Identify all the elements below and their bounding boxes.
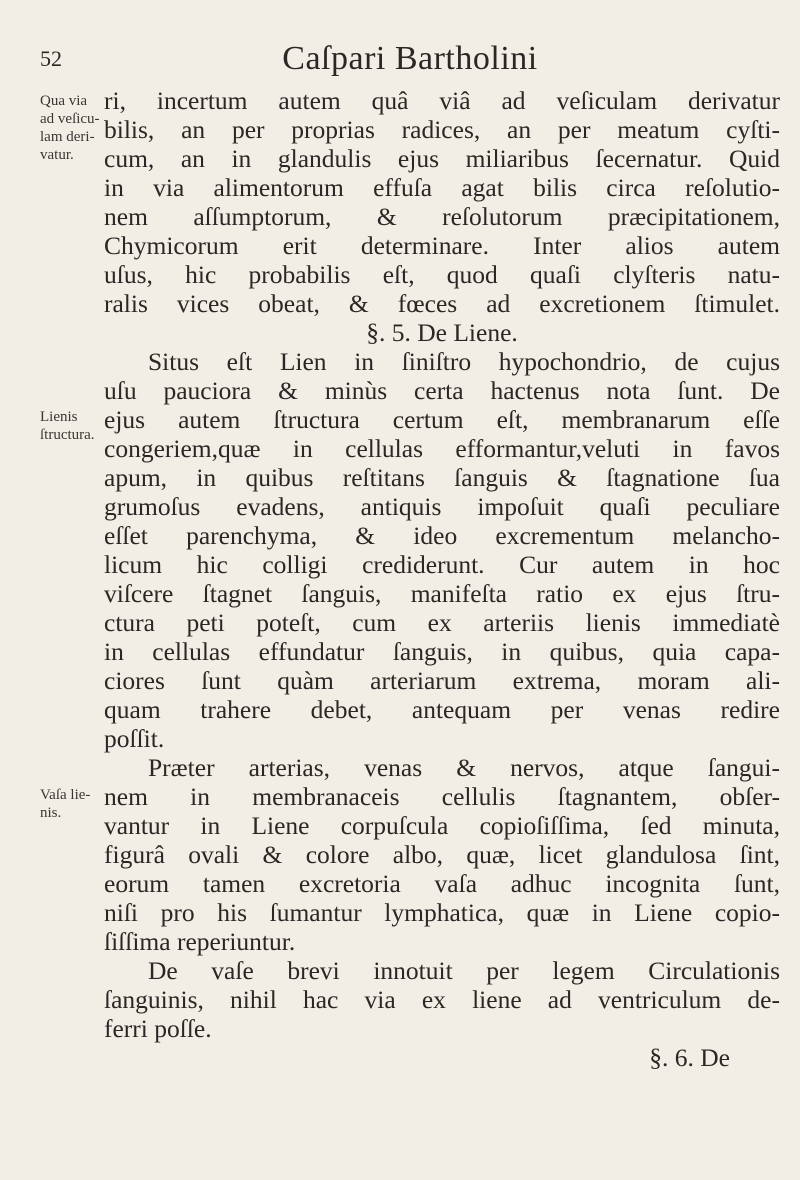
text-line: ſanguinis, nihil hac via ex liene ad ventriculum de- bbox=[104, 985, 780, 1014]
text-line: nem in membranaceis cellulis ſtagnantem, obſer- bbox=[104, 782, 780, 811]
section-heading: §. 5. De Liene. bbox=[366, 318, 518, 347]
text-line: viſcere ſtagnet ſanguis, manifeſta ratio ex ejus ſtru- bbox=[104, 579, 780, 608]
text-line: congeriem,quæ in cellulas efformantur,veluti in favos bbox=[104, 434, 780, 463]
text-line: uſu pauciora & minùs certa hactenus nota ſunt. De bbox=[104, 376, 780, 405]
text-line: in cellulas effundatur ſanguis, in quibus, quia capa- bbox=[104, 637, 780, 666]
text-line: ctura peti poteſt, cum ex arteriis lienis immediatè bbox=[104, 608, 780, 637]
text-line: ralis vices obeat, & fœces ad excretionem ſtimulet. bbox=[104, 289, 780, 318]
text-line: licum hic colligi crediderunt. Cur autem in hoc bbox=[104, 550, 780, 579]
text-line: Chymicorum erit determinare. Inter alios autem bbox=[104, 231, 780, 260]
text-line: ciores ſunt quàm arteriarum extrema, moram ali- bbox=[104, 666, 780, 695]
text-line: ferri poſſe. bbox=[104, 1014, 212, 1043]
text-line: grumoſus evadens, antiquis impoſuit quaſi peculiare bbox=[104, 492, 780, 521]
text-line: eſſet parenchyma, & ideo excrementum melancho- bbox=[104, 521, 780, 550]
catchword: §. 6. De bbox=[649, 1043, 730, 1072]
text-line: quam trahere debet, antequam per venas redire bbox=[104, 695, 780, 724]
text-line: vantur in Liene corpuſcula copioſiſſima, ſed minuta, bbox=[104, 811, 780, 840]
text-line: cum, an in glandulis ejus miliaribus ſecernatur. Quid bbox=[104, 144, 780, 173]
text-line: in via alimentorum effuſa agat bilis circa reſolutio- bbox=[104, 173, 780, 202]
text-line: apum, in quibus reſtitans ſanguis & ſtagnatione ſua bbox=[104, 463, 780, 492]
text-line: ri, incertum autem quâ viâ ad veſiculam derivatur bbox=[104, 86, 780, 115]
text-line: figurâ ovali & colore albo, quæ, licet glandulosa ſint, bbox=[104, 840, 780, 869]
text-line: ſiſſima reperiuntur. bbox=[104, 927, 296, 956]
margin-note: Lienis ſtructura. bbox=[40, 409, 95, 443]
text-line: ejus autem ſtructura certum eſt, membranarum eſſe bbox=[104, 405, 780, 434]
page-number: 52 bbox=[40, 46, 62, 71]
text-line: De vaſe brevi innotuit per legem Circulationis bbox=[148, 956, 780, 985]
page-header bbox=[40, 34, 780, 78]
text-line: bilis, an per proprias radices, an per meatum cyſti- bbox=[104, 115, 780, 144]
body-text bbox=[104, 86, 780, 1072]
text-line: poſſit. bbox=[104, 724, 165, 753]
text-line: nem aſſumptorum, & reſolutorum præcipitationem, bbox=[104, 202, 780, 231]
text-line: niſi pro his ſumantur lymphatica, quæ in Liene copio- bbox=[104, 898, 780, 927]
text-line: Præter arterias, venas & nervos, atque ſangui- bbox=[148, 753, 780, 782]
running-head: Caſpari Bartholini bbox=[282, 40, 538, 77]
text-line: uſus, hic probabilis eſt, quod quaſi clyſteris natu- bbox=[104, 260, 780, 289]
text-line: Situs eſt Lien in ſiniſtro hypochondrio, de cujus bbox=[148, 347, 780, 376]
text-line: eorum tamen excretoria vaſa adhuc incognita ſunt, bbox=[104, 869, 780, 898]
margin-note: Vaſa lie-nis. bbox=[40, 787, 91, 821]
margin-note: Qua via ad veſicu-lam deri-vatur. bbox=[40, 93, 100, 163]
